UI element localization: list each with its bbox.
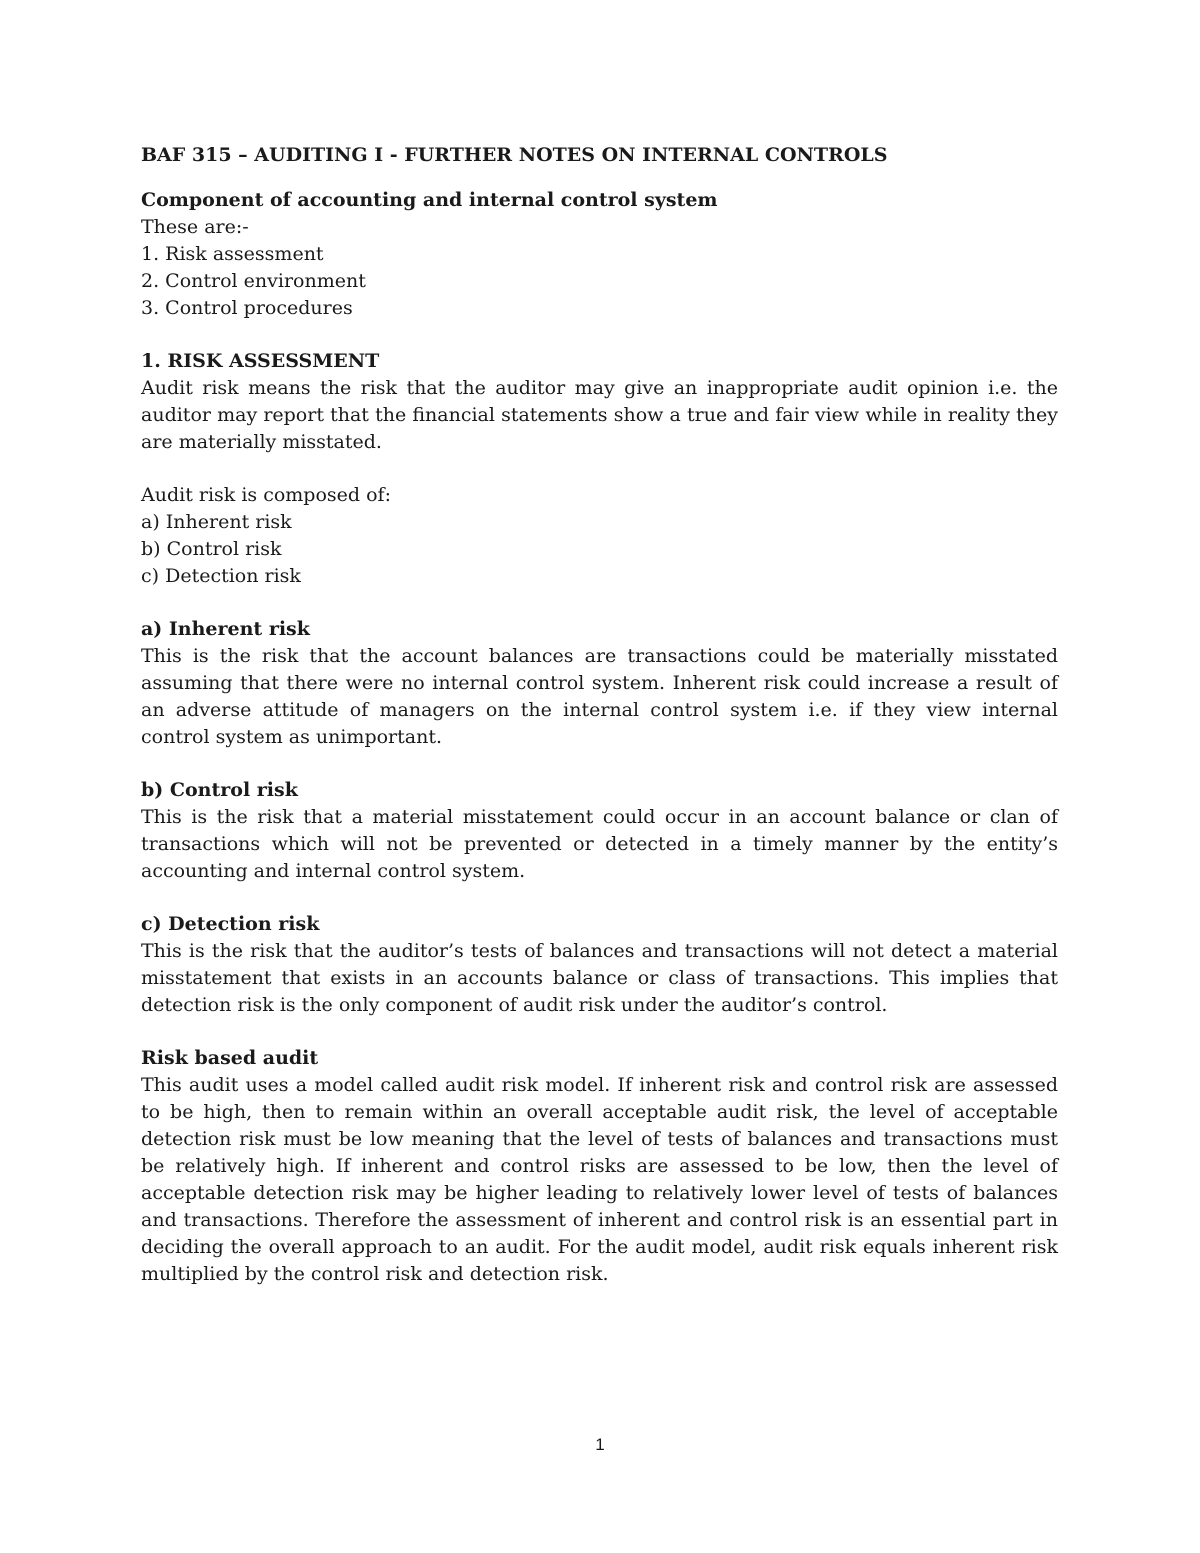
spacer <box>141 1019 1058 1045</box>
spacer <box>141 590 1058 616</box>
control-risk-paragraph: This is the risk that a material misstatement could occur in an account balance or clan of transactions which will not be prevented or detected in a timely manner by the entity’s accounting and internal control system. <box>141 806 1058 882</box>
inherent-risk-heading: a) Inherent risk <box>141 618 310 640</box>
component-item: 2. Control environment <box>141 270 366 292</box>
audit-risk-item: a) Inherent risk <box>141 511 292 533</box>
page-number: 1 <box>595 1435 605 1454</box>
risk-based-audit-paragraph: This audit uses a model called audit risk model. If inherent risk and control risk are assessed to be high, then to remain within an overall acceptable audit risk, the level of acceptable detection risk must be low meaning that the level of tests of balances and transactions must be relatively high. If inherent and control risks are assessed to be low, then the level of acceptable detection risk may be higher leading to relatively lower level of tests of balances and transactions. Therefore the assessment of inherent and control risk is an essential part in deciding the overall approach to an audit. For the audit model, audit risk equals inherent risk multiplied by the control risk and detection risk. <box>141 1074 1058 1285</box>
risk-based-audit-heading: Risk based audit <box>141 1047 319 1069</box>
document-title: BAF 315 – AUDITING I - FURTHER NOTES ON INTERNAL CONTROLS <box>141 144 888 166</box>
risk-assessment-paragraph: Audit risk means the risk that the auditor may give an inappropriate audit opinion i.e. the auditor may report that the financial statements show a true and fair view while in reality they are materially misstated. <box>141 377 1058 453</box>
control-risk-heading: b) Control risk <box>141 779 298 801</box>
audit-risk-item: c) Detection risk <box>141 565 301 587</box>
component-item: 3. Control procedures <box>141 297 353 319</box>
audit-risk-composed-intro: Audit risk is composed of: <box>141 484 391 506</box>
spacer <box>141 456 1058 482</box>
document-page <box>141 142 1058 1288</box>
spacer <box>141 322 1058 348</box>
spacer <box>141 885 1058 911</box>
risk-assessment-heading: 1. RISK ASSESSMENT <box>141 350 380 372</box>
audit-risk-item: b) Control risk <box>141 538 282 560</box>
detection-risk-heading: c) Detection risk <box>141 913 320 935</box>
components-heading: Component of accounting and internal control system <box>141 189 718 211</box>
detection-risk-paragraph: This is the risk that the auditor’s tests of balances and transactions will not detect a material misstatement that exists in an accounts balance or class of transactions. This implies that detection risk is the only component of audit risk under the auditor’s control. <box>141 940 1058 1016</box>
spacer <box>141 751 1058 777</box>
inherent-risk-paragraph: This is the risk that the account balances are transactions could be materially misstated assuming that there were no internal control system. Inherent risk could increase a result of an adverse attitude of managers on the internal control system i.e. if they view internal control system as unimportant. <box>141 645 1058 748</box>
component-item: 1. Risk assessment <box>141 243 324 265</box>
components-intro: These are:- <box>141 216 249 238</box>
